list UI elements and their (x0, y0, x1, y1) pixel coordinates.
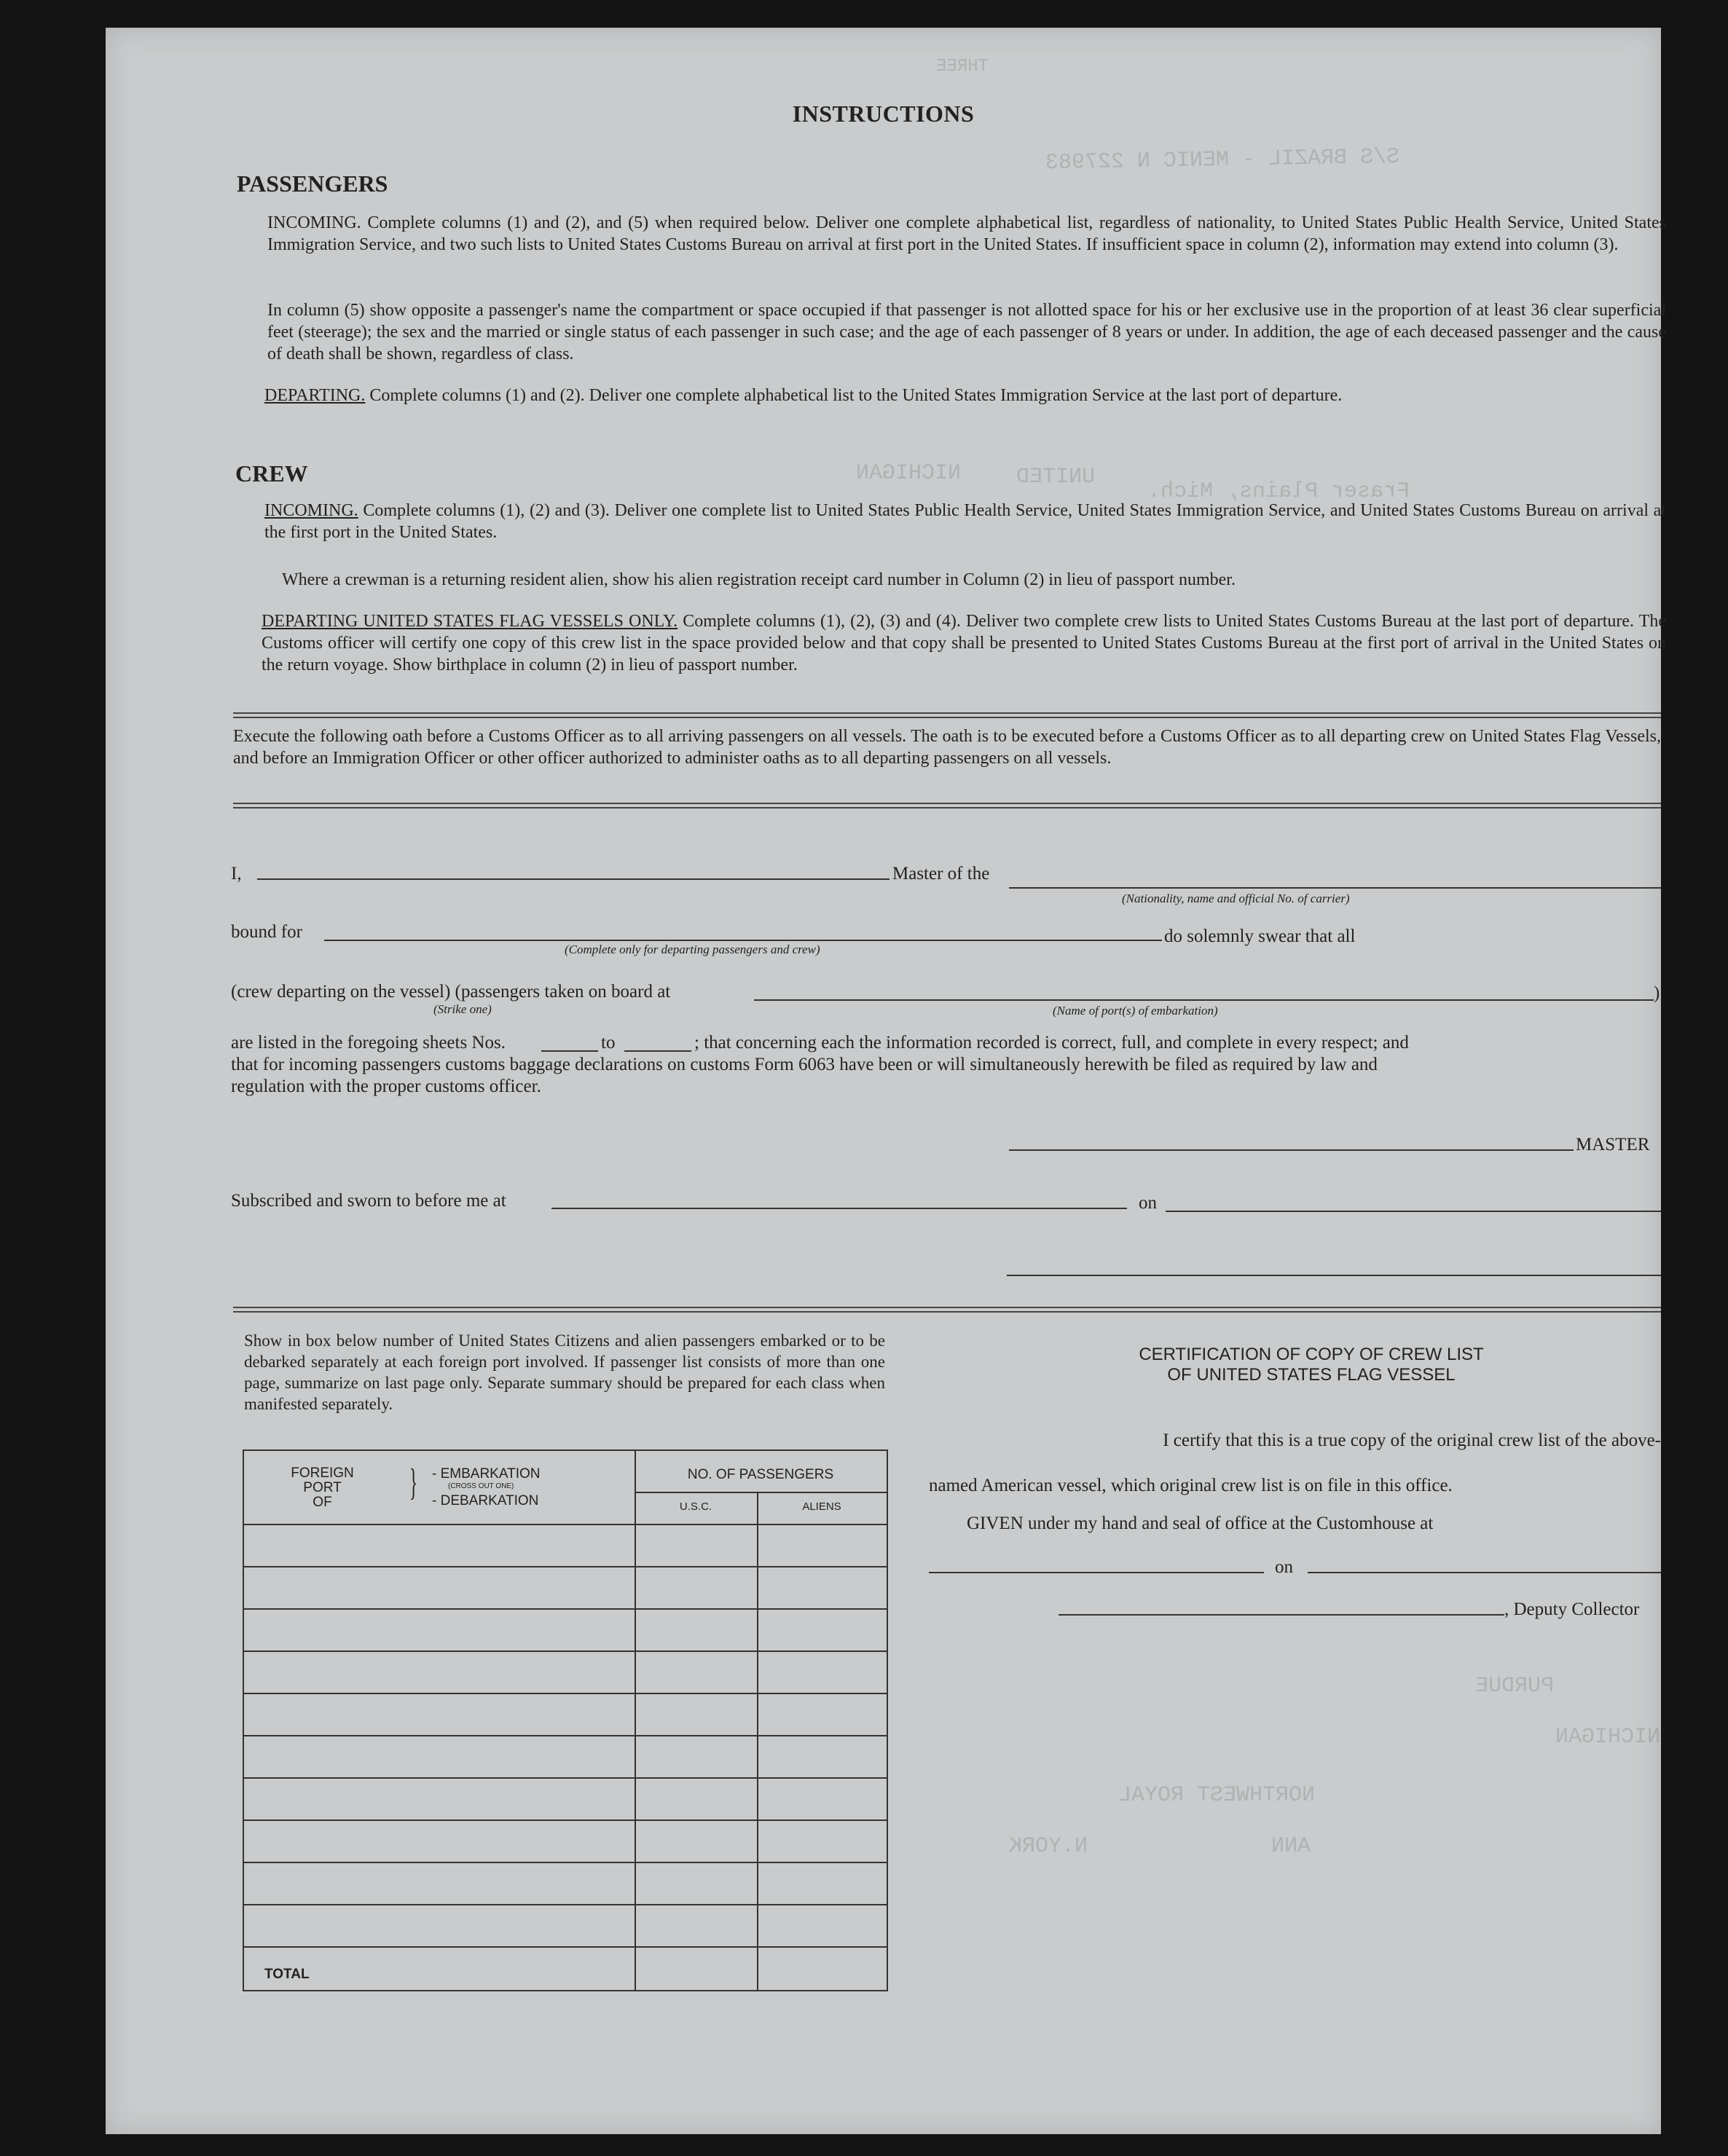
page-mark: THREE (936, 57, 989, 76)
double-rule (233, 803, 1661, 808)
bleed-through-text: PURDUE (1475, 1674, 1555, 1699)
bleed-through-text: NORTHWEST ROYAL (1118, 1783, 1316, 1808)
cert-on-label: on (1275, 1557, 1293, 1577)
sheet-from-field[interactable] (541, 1050, 598, 1052)
crew-departing-text: Complete columns (1), (2), (3) and (4). Deliver two complete crew lists to United States Customs Bureau at the last port of departure. The Customs officer will certify one copy of this crew list in the space provided below and that copy shall be presented to United States Customs Bureau at the first port of arrival in the United States on the return voyage. Show birthplace in column (2) in lieu of passport number. (262, 612, 1667, 674)
table-row (243, 1904, 887, 1905)
master-of-label: Master of the (892, 864, 990, 884)
subscribed-label: Subscribed and sworn to before me at (231, 1191, 506, 1211)
table-row (243, 1819, 887, 1821)
passengers-incoming-lead: INCOMING. (267, 213, 361, 232)
foreign-port-header-line: PORT (303, 1480, 342, 1495)
subscribed-date-field[interactable] (1166, 1211, 1661, 1212)
table-divider (635, 1492, 887, 1493)
officer-signature-field[interactable] (1007, 1275, 1661, 1276)
certify-line-1: I certify that this is a true copy of the original crew list of the above- (1163, 1431, 1661, 1450)
foreign-port-header-line: FOREIGN (291, 1465, 354, 1481)
summary-instruction: Show in box below number of United States Citizens and alien passengers embarked or to be debarked separately at each foreign port involved. If passenger list consists of more than one page, summarize on last page only. Separate summary should be prepared for each class when manifested separately. (244, 1331, 885, 1413)
embarkation-label: - EMBARKATION (432, 1466, 541, 1482)
carrier-caption: (Nationality, name and official No. of carrier) (1122, 892, 1350, 905)
master-signature-field[interactable] (1009, 1149, 1574, 1151)
total-label: TOTAL (264, 1967, 310, 1982)
crew-resident-paragraph: Where a crewman is a returning resident alien, show his alien registration receipt card number in Column (2) in lieu of passport number. (282, 570, 1236, 589)
crew-heading: CREW (235, 460, 308, 487)
table-row (243, 1735, 887, 1736)
bleed-through-text: ANN (1271, 1834, 1311, 1859)
bleed-through-text: S/S BRAZIL - MENIC N 227983 (1045, 144, 1400, 176)
passengers-column5-paragraph: In column (5) show opposite a passenger's name the compartment or space occupied if that passenger is not allotted space for his or her exclusive use in the proportion of at least 36 clear superficial feet (steerage); the sex and the married or single status of each passenger in such case; and the age of each passenger of 8 years or under. In addition, the age of each deceased passenger and the cause of death shall be shown, regardless of class. (267, 301, 1666, 363)
crew-departing-paragraph (262, 610, 1666, 676)
listed-c: that for incoming passengers customs baggage declarations on customs Form 6063 have been or will simultaneously herewith be filed as required by law and (231, 1055, 1378, 1074)
passenger-summary-table (243, 1449, 888, 1991)
certification-title-line: OF UNITED STATES FLAG VESSEL (1167, 1365, 1456, 1385)
table-row (243, 1862, 887, 1863)
strike-one-caption: (Strike one) (433, 1002, 492, 1016)
certification-title-line: CERTIFICATION OF COPY OF CREW LIST (1139, 1345, 1484, 1364)
bound-for-field[interactable] (324, 940, 1162, 941)
document-page (106, 28, 1667, 2134)
passengers-incoming-text: Complete columns (1) and (2), and (5) when required below. Deliver one complete alphabetical list, regardless of nationality, to United States Public Health Service, United States Immigration Service, and two such lists to United States Customs Bureau on arrival at first port in the United States. If insufficient space in column (2), information may extend into column (3). (267, 213, 1666, 254)
double-rule (233, 1307, 1661, 1313)
deputy-collector-label: , Deputy Collector (1504, 1600, 1640, 1619)
usc-header: U.S.C. (679, 1500, 712, 1513)
oath-instruction: Execute the following oath before a Customs Officer as to all arriving passengers on all vessels. The oath is to be executed before a Customs Officer as to all departing crew on United States Flag Vessels, and before an Immigration Officer or other officer authorized to administer oaths as to all departing passengers on all vessels. (233, 727, 1661, 768)
listed-a: are listed in the foregoing sheets Nos. (231, 1033, 506, 1053)
sheet-to-field[interactable] (624, 1050, 691, 1052)
page-title: INSTRUCTIONS (792, 101, 975, 127)
listed-to: to (601, 1033, 616, 1053)
subscribed-at-field[interactable] (551, 1208, 1127, 1209)
deputy-signature-field[interactable] (1059, 1614, 1504, 1616)
certify-line-2: named American vessel, which original crew list is on file in this office. (929, 1476, 1453, 1495)
crew-incoming-lead: INCOMING. (264, 501, 358, 520)
bleed-through-text: UNITED (1016, 465, 1096, 489)
passengers-departing-paragraph (264, 385, 1666, 406)
double-rule (233, 712, 1661, 718)
passengers-departing-text: Complete columns (1) and (2). Deliver one complete alphabetical list to the United States Immigration Service at the last port of departure. (369, 386, 1343, 405)
table-row (243, 1946, 887, 1948)
given-line: GIVEN under my hand and seal of office at the Customhouse at (967, 1514, 1434, 1533)
table-row (243, 1566, 887, 1567)
table-row (243, 1651, 887, 1652)
customhouse-field[interactable] (929, 1572, 1264, 1573)
master-label: MASTER (1576, 1135, 1650, 1154)
ports-field[interactable] (754, 999, 1654, 1001)
ports-caption: (Name of port(s) of embarkation) (1053, 1004, 1218, 1018)
passengers-incoming-paragraph (267, 212, 1666, 256)
certification-title (962, 1345, 1661, 1385)
close-paren: ) (1654, 983, 1660, 1003)
cert-date-field[interactable] (1308, 1572, 1661, 1573)
table-row (243, 1777, 887, 1779)
oath-i-label: I, (231, 864, 242, 884)
brace-icon: } (409, 1462, 418, 1503)
swear-label: do solemnly swear that all (1164, 926, 1356, 946)
bleed-through-text: NICHIGAN (856, 461, 962, 486)
carrier-field[interactable] (1009, 887, 1661, 889)
crew-incoming-paragraph (264, 500, 1666, 543)
aliens-header: ALIENS (802, 1500, 841, 1513)
cross-out-label: (CROSS OUT ONE) (448, 1482, 514, 1490)
bleed-through-text: N.YORK (1009, 1834, 1088, 1859)
listed-d: regulation with the proper customs officer. (231, 1077, 541, 1096)
table-divider (243, 1524, 887, 1525)
crew-departing-label: (crew departing on the vessel) (passengers taken on board at (231, 982, 671, 1002)
crew-departing-lead: DEPARTING UNITED STATES FLAG VESSELS ONLY. (262, 612, 678, 631)
bleed-through-text: Fraser Plains, Mich. (1147, 479, 1410, 504)
debarkation-label: - DEBARKATION (432, 1493, 539, 1508)
crew-incoming-text: Complete columns (1), (2) and (3). Deliver one complete list to United States Public Health Service, United States Immigration Service, and United States Customs Bureau on arrival at the first port in the United States. (264, 501, 1667, 542)
master-name-field[interactable] (257, 878, 889, 880)
foreign-port-header (280, 1466, 364, 1510)
bleed-through-text: NICHIGAN (1555, 1725, 1661, 1750)
foreign-port-header-line: OF (313, 1495, 332, 1510)
bound-for-label: bound for (231, 922, 302, 942)
passengers-heading: PASSENGERS (237, 170, 388, 197)
no-of-passengers-header: NO. OF PASSENGERS (687, 1467, 834, 1482)
table-row (243, 1693, 887, 1694)
table-row (243, 1608, 887, 1610)
subscribed-on-label: on (1139, 1193, 1157, 1213)
bound-for-caption: (Complete only for departing passengers and crew) (565, 943, 820, 956)
listed-b: ; that concerning each the information recorded is correct, full, and complete in every respect; and (694, 1033, 1409, 1053)
passengers-departing-lead: DEPARTING. (264, 386, 366, 405)
table-divider (635, 1449, 636, 1991)
